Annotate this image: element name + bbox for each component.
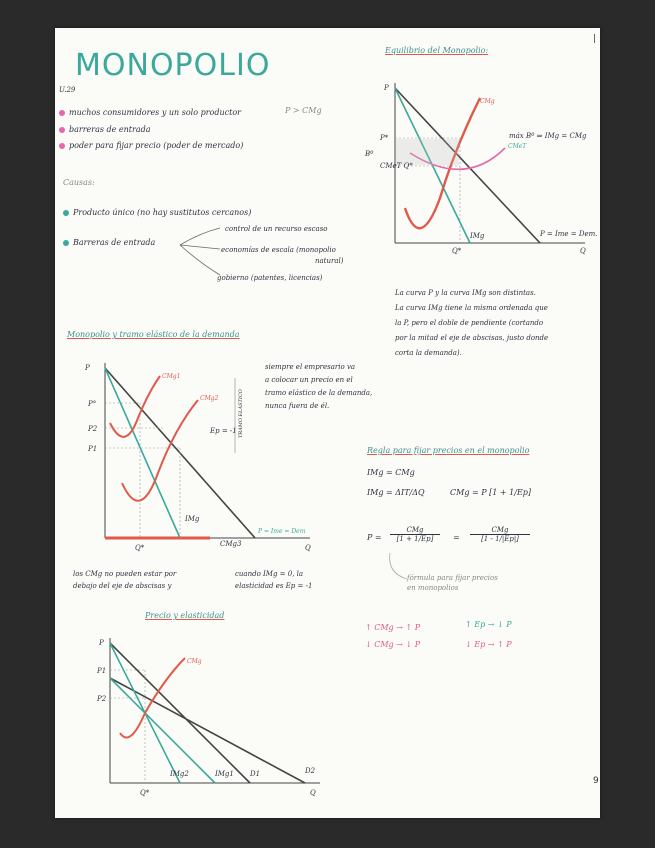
el-img: IMg [185, 515, 200, 523]
pe-qstar: Q* [140, 789, 150, 797]
el-qstar: Q* [135, 544, 145, 552]
el-tramo: TRAMO ELÁSTICO [238, 389, 244, 438]
eq-profit-label: Bº [365, 150, 374, 158]
eq-cmg-label: CMg [480, 98, 495, 105]
arrow-rule-1: ↑ CMg → ↑ P [365, 623, 421, 632]
rule-frac2: CMg [1 - 1/|Ep|] [470, 526, 530, 543]
arrow-rule-4: ↓ Ep → ↑ P [465, 640, 512, 649]
cause-item-1: Producto único (no hay sustitutos cercanos) [63, 208, 251, 217]
el-ep: Ep = -1 [210, 427, 237, 435]
price-gt-cmg-note: P > CMg [285, 106, 322, 115]
feature-item-1: muchos consumidores y un solo productor [59, 108, 241, 117]
el-cmg3: CMg3 [220, 540, 242, 548]
branch-2b: natural) [315, 257, 344, 265]
el-cmg2: CMg2 [200, 395, 219, 402]
branch-3: gobierno (patentes, licencias) [217, 274, 323, 282]
rule-heading: Regla para fijar precios en el monopolio [367, 446, 530, 455]
eq-axis-p: P [384, 84, 389, 92]
page-date: U.29 [59, 86, 76, 94]
feature-item-3: poder para fijar precio (poder de mercado) [59, 141, 243, 150]
rule-eq3-p: P = [367, 533, 382, 542]
el-p1: P1 [88, 445, 98, 453]
equilibrium-heading: Equilibrio del Monopolio: [385, 46, 489, 55]
eq-img-label: IMg [470, 232, 485, 240]
eq-cmetq-label: CMeT Q* [380, 162, 413, 170]
cause-item-2: Barreras de entrada [63, 238, 155, 247]
formula-note: fórmula para fijar precios en monopolios [407, 574, 498, 592]
arrow-rule-3: ↑ Ep → ↓ P [465, 620, 512, 629]
eq-qstar-label: Q* [452, 247, 462, 255]
eq-pstar-label: P* [380, 134, 389, 142]
rule-eq2b: CMg = P [1 + 1/Ep] [450, 488, 532, 497]
bullet-icon [59, 127, 65, 133]
el-axis-q: Q [305, 544, 311, 552]
branch-2: economías de escala (monopolio [221, 246, 336, 254]
bullet-icon [63, 240, 69, 246]
price-elasticity-graph [95, 633, 325, 808]
bullet-icon [59, 143, 65, 149]
rule-frac1: CMg [1 + 1/Ep] [390, 526, 440, 543]
eq-demand-label: P = Ime = Dem. [540, 230, 598, 238]
eq-axis-q: Q [580, 247, 586, 255]
pe-img1: IMg1 [215, 770, 234, 778]
pe-p1: P1 [97, 667, 107, 675]
pe-cmg: CMg [187, 658, 202, 665]
branch-1: control de un recurso escaso [225, 225, 328, 233]
corner-mark: | [593, 34, 597, 44]
el-p2: P2 [88, 425, 98, 433]
pe-d1: D1 [250, 770, 261, 778]
pe-d2: D2 [305, 767, 316, 775]
el-cmg1: CMg1 [162, 373, 181, 380]
rule-eq1: IMg = CMg [367, 468, 415, 477]
pe-axis-p: P [99, 639, 104, 647]
elastic-side-note: siempre el empresario va a colocar un precio en el tramo elástico de la demanda, nunca fuera de él. [265, 363, 373, 410]
eq-max-note: máx Bº ⇒ IMg = CMg [509, 132, 587, 140]
bullet-icon [63, 210, 69, 216]
bullet-icon [59, 110, 65, 116]
notebook-page [55, 28, 600, 818]
arrow-rule-2: ↓ CMg → ↓ P [365, 640, 421, 649]
elastic-note-left: los CMg no pueden estar por debajo del eje de abscisas y [73, 570, 177, 590]
eq-cmet-label: CMeT [508, 143, 527, 150]
pe-img2: IMg2 [170, 770, 189, 778]
el-axis-p: P [85, 364, 90, 372]
page-number: 9 [593, 776, 599, 786]
equilibrium-graph [365, 78, 598, 255]
price-elasticity-heading: Precio y elasticidad [145, 611, 225, 620]
rule-eq2a: IMg = ΔIT/ΔQ [367, 488, 425, 497]
pe-p2: P2 [97, 695, 107, 703]
eq-description: La curva P y la curva IMg son distintas. La curva IMg tiene la misma ordenada que la P, pero el doble de pendiente (cortando por la mitad el eje de abscisas, justo donde corta la demanda). [395, 289, 549, 357]
pe-axis-q: Q [310, 789, 316, 797]
el-p0: P° [88, 400, 97, 408]
elastic-heading: Monopolio y tramo elástico de la demanda [67, 330, 240, 339]
causes-heading: Causas: [63, 178, 95, 187]
page-title: MONOPOLIO [75, 48, 271, 83]
elastic-note-right: cuando IMg = 0, la elasticidad es Ep = -1 [235, 570, 313, 590]
rule-eq3-eq: = [453, 533, 460, 542]
feature-item-2: barreras de entrada [59, 125, 151, 134]
el-demand: P = Ime = Dem [258, 528, 306, 535]
